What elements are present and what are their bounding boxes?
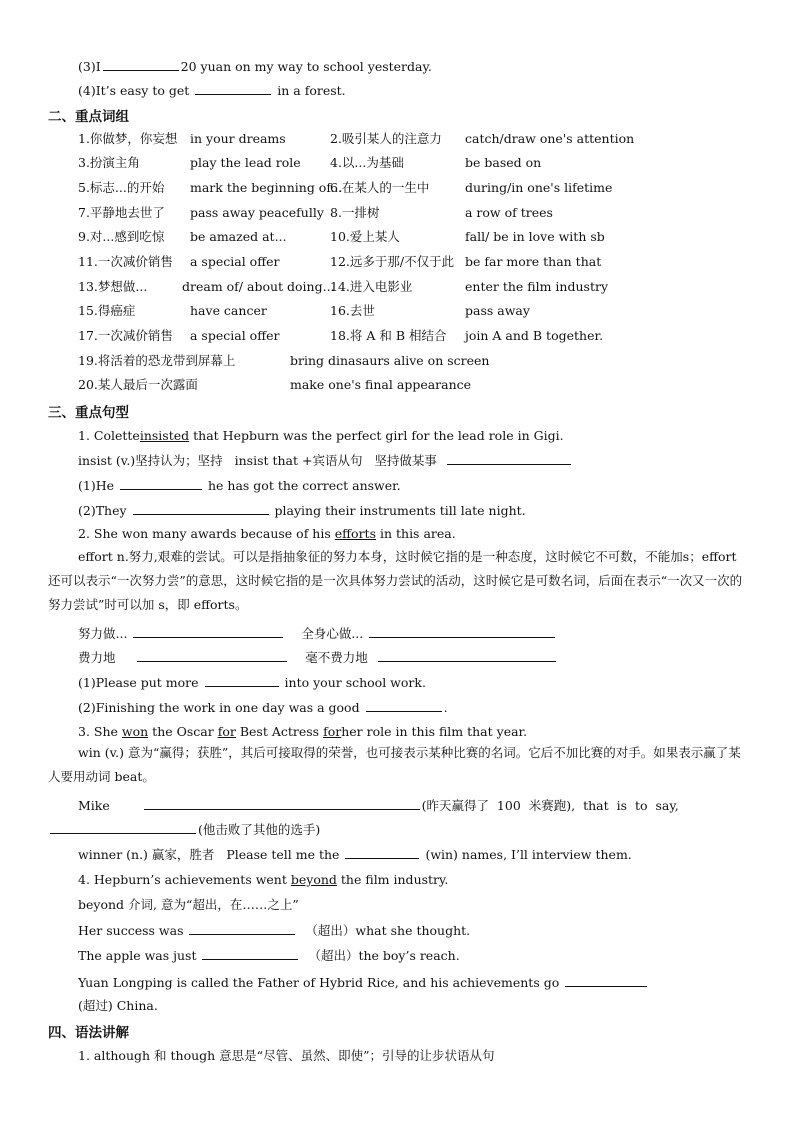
phrase-chinese: 20.某人最后一次露面 [78, 377, 198, 392]
sentence-2 [78, 526, 456, 542]
phrase-chinese: 5.标志...的开始 [78, 180, 165, 195]
answer-blank[interactable] [103, 58, 179, 71]
beyond-exercise-3 [78, 974, 649, 991]
text: 费力地 [78, 650, 116, 665]
answer-blank[interactable] [195, 82, 271, 95]
win-exercise-1 [78, 797, 679, 814]
phrase-english: enter the film industry [465, 279, 608, 294]
text: Yuan Longping is called the Father of Hybrid Rice, and his achievements go [78, 975, 560, 990]
text: Mike [78, 798, 110, 813]
text: (昨天赢得了 100 米赛跑), that is to say, [421, 798, 679, 813]
text: (1)He [78, 478, 115, 493]
phrase-chinese: 2.吸引某人的注意力 [330, 131, 442, 146]
text: （超出）the boy’s reach. [308, 948, 460, 963]
sentence-4 [78, 872, 448, 888]
beyond-exercise-1 [78, 922, 470, 939]
answer-blank[interactable] [205, 674, 279, 687]
text: (win) names, I’ll interview them. [425, 847, 632, 862]
phrase-chinese: 15.得癌症 [78, 303, 136, 318]
answer-blank[interactable] [120, 477, 202, 490]
answer-blank[interactable] [133, 625, 283, 638]
text: 3. She [78, 724, 118, 739]
phrase-english: make one's final appearance [290, 377, 472, 392]
effort-phrase-row-1 [78, 625, 557, 642]
beyond-exercise-3-cont: (超过) China. [78, 998, 158, 1013]
phrase-english: be amazed at... [190, 229, 287, 244]
answer-blank[interactable] [447, 452, 571, 465]
exercise-text: (4)It’s easy to get [78, 83, 190, 98]
answer-blank[interactable] [366, 699, 442, 712]
phrase-english: a special offer [190, 328, 280, 343]
underlined-word: for [323, 724, 342, 739]
text: the Oscar [152, 724, 214, 739]
text: that Hepburn was the perfect girl for the lead role in Gigi. [193, 428, 564, 443]
underlined-word: for [217, 724, 236, 739]
text: Her success was [78, 923, 184, 938]
text: he has got the correct answer. [207, 478, 401, 493]
phrase-english: bring dinasaurs alive on screen [290, 353, 490, 368]
underlined-word: beyond [290, 872, 337, 887]
text: The apple was just [78, 948, 197, 963]
phrase-chinese: 3.扮演主角 [78, 155, 140, 170]
phrase-english: be based on [465, 155, 542, 170]
text: Please tell me the [226, 847, 340, 862]
beyond-exercise-2 [78, 947, 460, 964]
answer-blank[interactable] [565, 974, 647, 987]
text: playing their instruments till late night. [274, 503, 526, 518]
effort-exercise-1 [78, 674, 426, 691]
text: 坚持做某事 [374, 453, 437, 468]
text: insist that +宾语从句 [234, 453, 363, 468]
text: 1. Colette [78, 428, 140, 443]
winner-usage [78, 846, 632, 863]
exercise-4 [78, 82, 346, 99]
phrase-english: a row of trees [465, 205, 553, 220]
phrase-chinese: 14.进入电影业 [330, 279, 413, 294]
phrase-chinese: 19.将活着的恐龙带到屏幕上 [78, 353, 236, 368]
insist-exercise-2 [78, 502, 526, 519]
phrase-chinese: 18.将 A 和 B 相结合 [330, 328, 447, 343]
phrase-chinese: 6.在某人的一生中 [330, 180, 430, 195]
exercise-text: in a forest. [277, 83, 346, 98]
beyond-usage: beyond 介词, 意为“超出，在……之上” [78, 897, 299, 912]
phrase-english: pass away [465, 303, 530, 318]
effort-phrase-row-2 [78, 649, 558, 666]
text: Best Actress [239, 724, 320, 739]
text: （超出）what she thought. [305, 923, 471, 938]
phrase-chinese: 9.对...感到吃惊 [78, 229, 165, 244]
underlined-word: efforts [334, 526, 376, 541]
phrase-english: in your dreams [190, 131, 286, 146]
text: 4. Hepburn’s achievements went [78, 872, 287, 887]
answer-blank[interactable] [133, 502, 269, 515]
text: (1)Please put more [78, 675, 199, 690]
phrase-chinese: 7.平静地去世了 [78, 205, 165, 220]
phrase-chinese: 1.你做梦，你妄想 [78, 131, 178, 146]
answer-blank[interactable] [345, 846, 419, 859]
text: (2)Finishing the work in one day was a good [78, 700, 360, 715]
text: winner (n.) 赢家，胜者 [78, 847, 215, 862]
win-exercise-1-cont [48, 821, 320, 838]
phrase-english: join A and B together. [465, 328, 604, 343]
grammar-point-1: 1. although 和 though 意思是“尽管、虽然、即使”；引导的让步状语从句 [78, 1048, 495, 1063]
phrase-english: dream of/ about doing... [182, 279, 335, 294]
text: in this area. [379, 526, 456, 541]
text: 2. She won many awards because of his [78, 526, 331, 541]
sentence-1 [78, 428, 564, 444]
section-heading-sentences: 三、重点句型 [48, 405, 129, 421]
answer-blank[interactable] [137, 649, 287, 662]
phrase-english: mark the beginning of... [190, 180, 343, 195]
phrase-english: pass away peacefully [190, 205, 324, 220]
answer-blank[interactable] [144, 797, 420, 810]
underlined-word: insisted [139, 428, 190, 443]
text: (2)They [78, 503, 127, 518]
phrase-english: during/in one's lifetime [465, 180, 613, 195]
phrase-english: be far more than that [465, 254, 602, 269]
effort-explanation: effort n.努力,艰难的尝试。可以是指抽象征的努力本身，这时候它指的是一种态度，这时候它不可数，不能加s；effort 还可以表示“一次努力尝”的意思，这时候它指的是一次具体努力尝试的活动，这时候它是可数名词，后面在表示“一次又一次的努力尝试”时可以加 s，即 efforts。 [48, 549, 743, 612]
text: 全身心做... [301, 626, 364, 641]
text: the film industry. [340, 872, 449, 887]
exercise-text: (3)I [78, 59, 101, 74]
answer-blank[interactable] [50, 821, 196, 834]
text: insist (v.)坚持认为；坚持 [78, 453, 223, 468]
phrase-chinese: 10.爱上某人 [330, 229, 400, 244]
phrase-chinese: 8.一排树 [330, 205, 380, 220]
phrase-english: catch/draw one's attention [465, 131, 635, 146]
text: . [443, 700, 448, 715]
text: into your school work. [284, 675, 426, 690]
text: 毫不费力地 [305, 650, 368, 665]
phrase-chinese: 17.一次减价销售 [78, 328, 173, 343]
section-heading-grammar: 四、语法讲解 [48, 1025, 129, 1041]
insist-usage [78, 452, 573, 469]
answer-blank[interactable] [378, 649, 556, 662]
phrase-chinese: 16.去世 [330, 303, 375, 318]
insist-exercise-1 [78, 477, 401, 494]
answer-blank[interactable] [369, 625, 555, 638]
phrase-english: have cancer [190, 303, 267, 318]
phrase-chinese: 11.一次减价销售 [78, 254, 173, 269]
win-explanation: win (v.) 意为“赢得；获胜”，其后可接取得的荣誉，也可接表示某种比赛的名词。它后不加比赛的对手。如果表示赢了某人要用动词 beat。 [48, 745, 741, 784]
effort-exercise-2 [78, 699, 448, 716]
phrase-english: fall/ be in love with sb [465, 229, 605, 244]
text: 努力做... [78, 626, 128, 641]
answer-blank[interactable] [189, 922, 295, 935]
sentence-3 [78, 724, 527, 740]
answer-blank[interactable] [202, 947, 298, 960]
text: (他击败了其他的选手) [198, 822, 321, 837]
phrase-english: play the lead role [190, 155, 301, 170]
underlined-word: won [121, 724, 149, 739]
text: her role in this film that year. [341, 724, 528, 739]
phrase-chinese: 4.以...为基础 [330, 155, 404, 170]
exercise-text: 20 yuan on my way to school yesterday. [180, 59, 432, 74]
exercise-3 [78, 58, 432, 75]
section-heading-phrases: 二、重点词组 [48, 109, 129, 125]
phrase-chinese: 13.梦想做... [78, 279, 148, 294]
phrase-english: a special offer [190, 254, 280, 269]
phrase-chinese: 12.远多于那/不仅于此 [330, 254, 455, 269]
